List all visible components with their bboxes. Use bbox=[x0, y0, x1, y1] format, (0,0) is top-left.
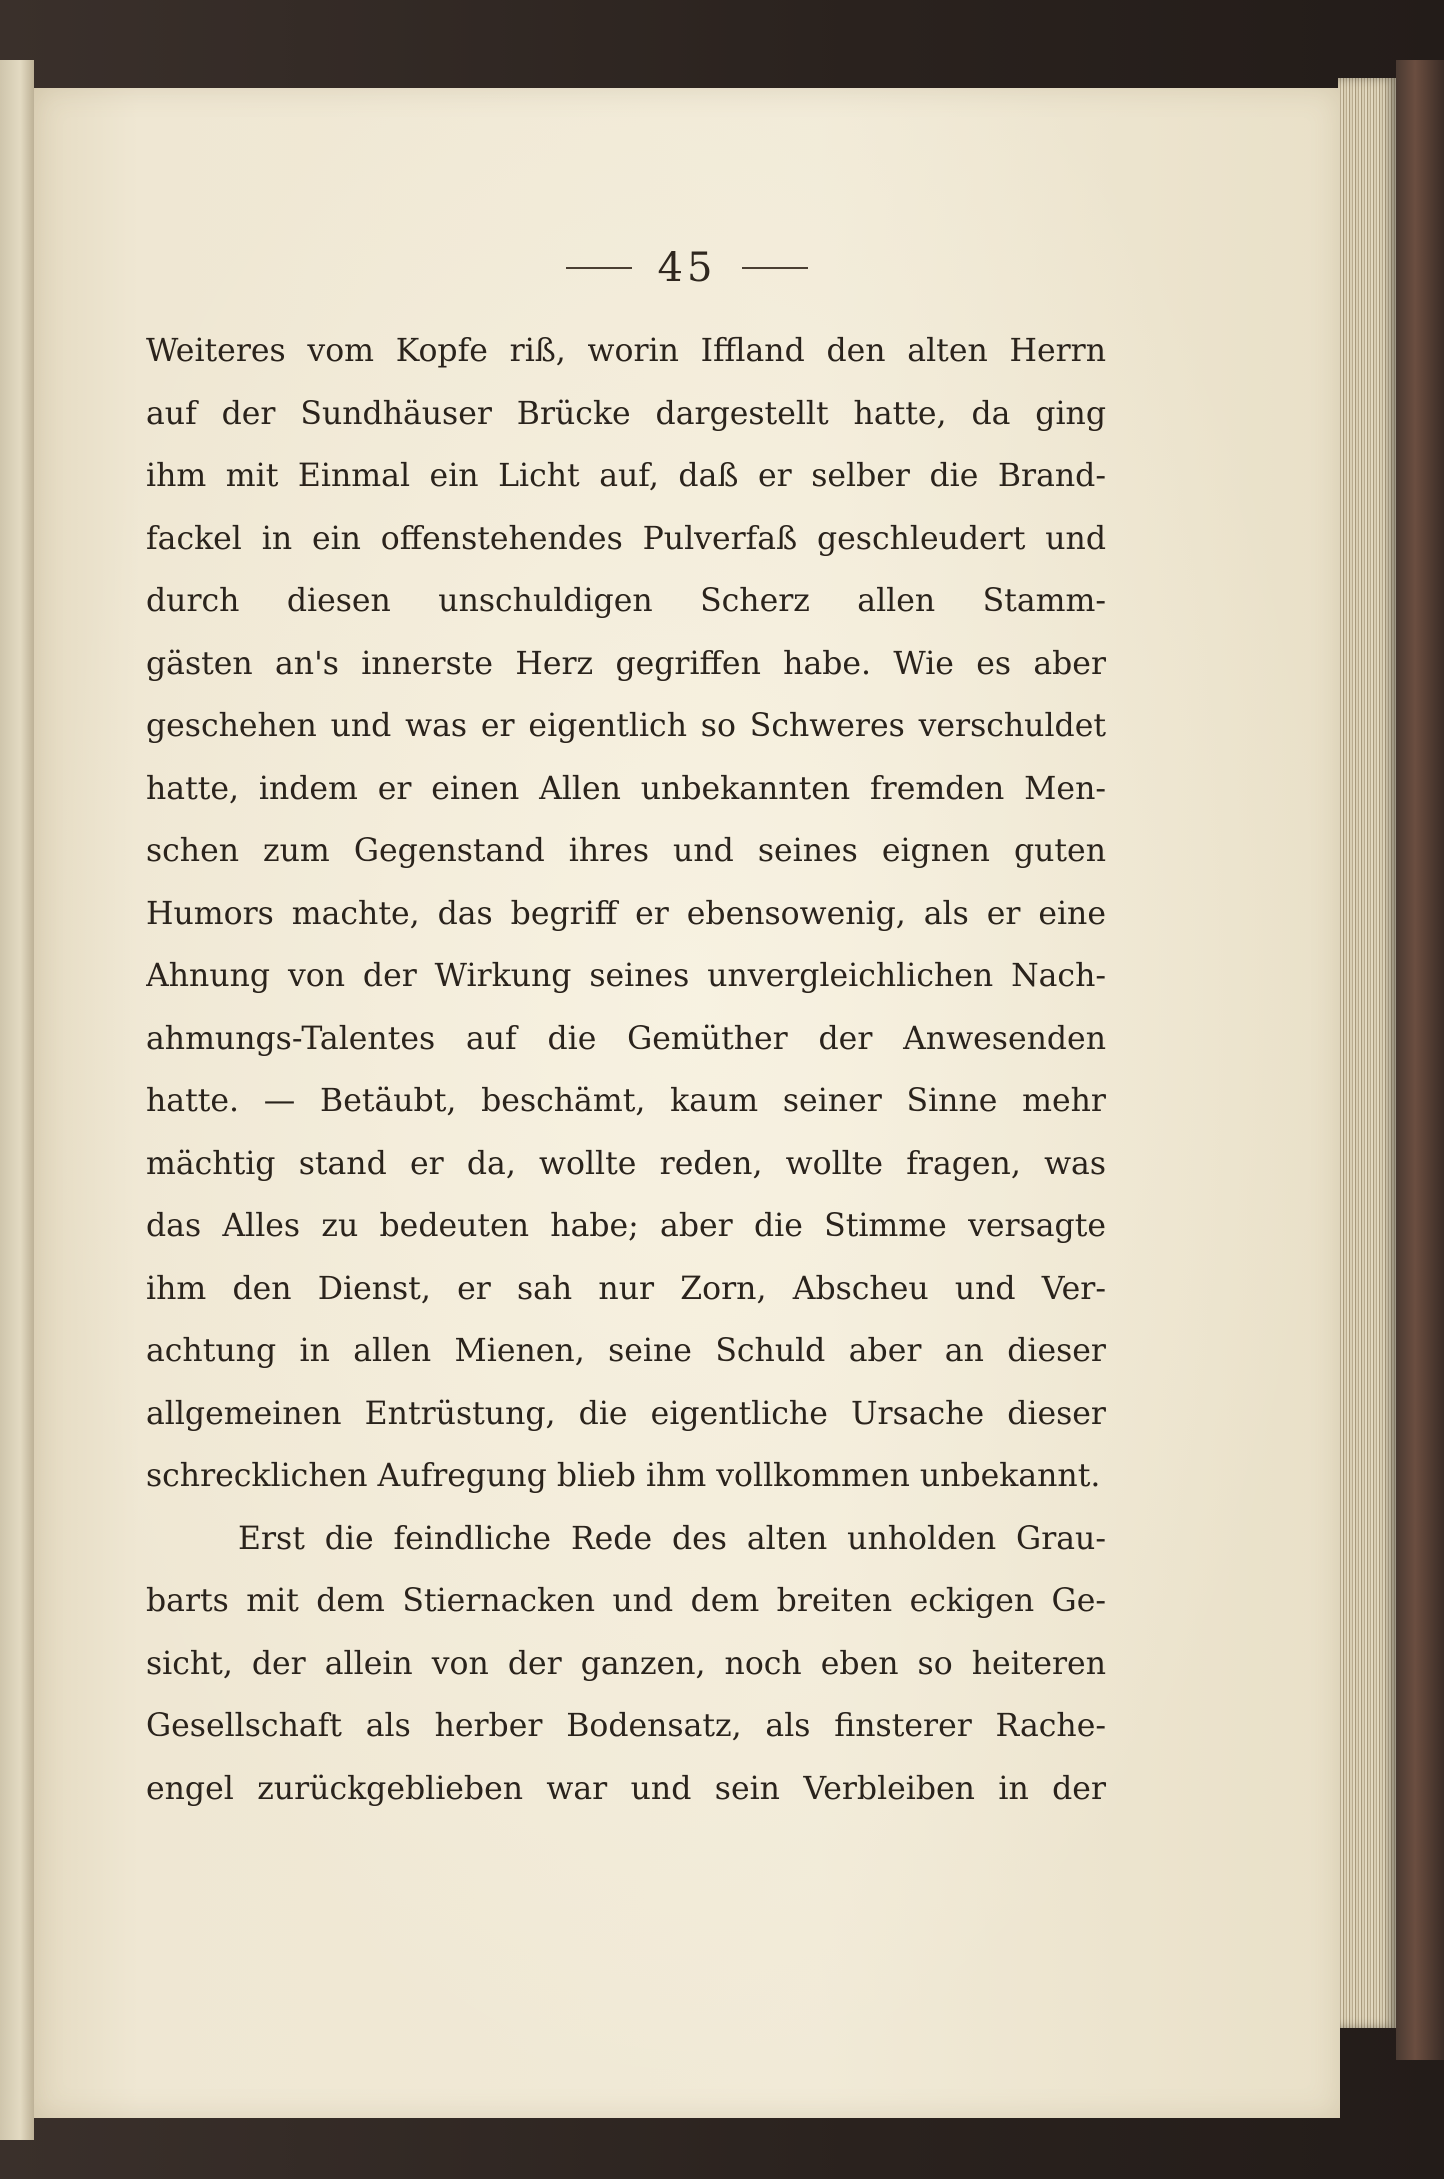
text-line-paragraph-end: schrecklichen Aufregung blieb ihm vollkommen unbekannt. bbox=[146, 1458, 1101, 1494]
page-header bbox=[34, 238, 1340, 298]
text-line: barts mit dem Stiernacken und dem breiten eckigen Ge- bbox=[146, 1583, 1106, 1619]
book-page bbox=[34, 88, 1340, 2118]
text-line: ihm den Dienst, er sah nur Zorn, Abscheu und Ver- bbox=[146, 1270, 1106, 1307]
text-line-paragraph-start: Erst die feindliche Rede des alten unholden Grau- bbox=[238, 1520, 1106, 1557]
header-rule-right bbox=[742, 267, 808, 269]
text-line: Ahnung von der Wirkung seines unvergleichlichen Nach- bbox=[146, 958, 1106, 994]
text-line: das Alles zu bedeuten habe; aber die Stimme versagte bbox=[146, 1208, 1106, 1244]
text-line: Humors machte, das begriff er ebensowenig, als er eine bbox=[146, 895, 1106, 932]
book-cover-edge bbox=[1396, 60, 1444, 2060]
text-line: ahmungs-Talentes auf die Gemüther der Anwesenden bbox=[146, 1020, 1106, 1057]
page-stack-edge bbox=[1338, 78, 1396, 2028]
text-line: gästen an's innerste Herz gegriffen habe. Wie es aber bbox=[146, 645, 1106, 682]
text-line: hatte. — Betäubt, beschämt, kaum seiner Sinne mehr bbox=[146, 1083, 1106, 1119]
text-line: engel zurückgeblieben war und sein Verbleiben in der bbox=[146, 1770, 1106, 1807]
page-number: 45 bbox=[657, 245, 717, 291]
text-line: durch diesen unschuldigen Scherz allen Stamm- bbox=[146, 583, 1106, 619]
text-line: ihm mit Einmal ein Licht auf, daß er selber die Brand- bbox=[146, 458, 1106, 494]
text-line: sicht, der allein von der ganzen, noch eben so heiteren bbox=[146, 1645, 1106, 1682]
text-line: achtung in allen Mienen, seine Schuld aber an dieser bbox=[146, 1333, 1106, 1369]
text-line: allgemeinen Entrüstung, die eigentliche Ursache dieser bbox=[146, 1395, 1106, 1432]
header-rule-left bbox=[566, 267, 632, 269]
text-line: hatte, indem er einen Allen unbekannten fremden Men- bbox=[146, 770, 1106, 807]
text-line: fackel in ein offenstehendes Pulverfaß geschleudert und bbox=[146, 520, 1106, 557]
text-line: schen zum Gegenstand ihres und seines eignen guten bbox=[146, 833, 1106, 869]
previous-page-edge bbox=[0, 60, 34, 2140]
text-line: mächtig stand er da, wollte reden, wollte fragen, was bbox=[146, 1145, 1106, 1182]
text-line: Gesellschaft als herber Bodensatz, als finsterer Rache- bbox=[146, 1708, 1106, 1744]
body-text bbox=[146, 320, 1106, 1820]
text-line: geschehen und was er eigentlich so Schweres verschuldet bbox=[146, 708, 1106, 744]
text-line: auf der Sundhäuser Brücke dargestellt hatte, da ging bbox=[146, 395, 1106, 432]
text-line: Weiteres vom Kopfe riß, worin Iffland den alten Herrn bbox=[146, 333, 1106, 369]
